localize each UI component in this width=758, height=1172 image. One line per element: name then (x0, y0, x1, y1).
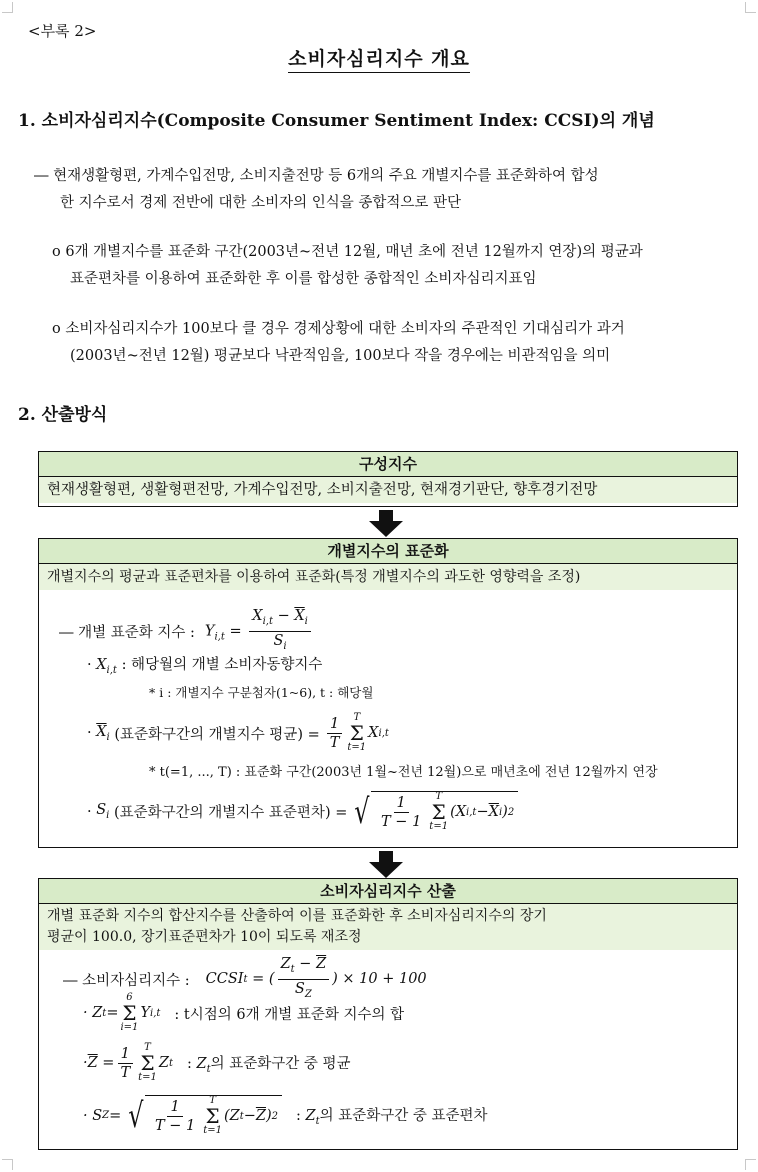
z-row: · Z t = 6 Σ i=1 Y i,t : t시점의 6개 개별 표준화 지수의 합 (83, 992, 405, 1033)
bullet1-line-2: 표준편차를 이용하여 표준화한 후 이를 합성한 종합적인 소비자심리지표임 (70, 271, 537, 287)
index-formula-row (59, 607, 314, 656)
formula-y: $Y_{i,t}$ = $\frac{X_{i,t} - \overline{X}_i}{S_i}$ (205, 607, 314, 656)
note-t: * t(=1, ..., T) : 표준화 구간(2003년 1월~전년 12월)으로 매년초에 전년 12월까지 연장 (149, 765, 658, 780)
corner-mark (745, 1159, 756, 1170)
zbar-desc: 의 표준화구간 중 평균 (210, 1055, 351, 1072)
box3-desc-line-1: 개별 표준화 지수의 합산지수를 산출하여 이를 표준화한 후 소비자심리지수의 장기 (47, 908, 547, 924)
z-desc: : t시점의 6개 개별 표준화 지수의 합 (174, 1006, 405, 1023)
page-title: 소비자심리지수 개요 (0, 44, 758, 71)
bullet2-line-1: o 소비자심리지수가 100보다 클 경우 경제상황에 대한 소비자의 주관적인 기대심리가 과거 (52, 321, 625, 337)
ccsi-formula-row: ― 소비자심리지수 : CCSI t = ( $\frac{Z_t - \overline{Z}}{S_Z}$ ) × 10 + 100 (63, 956, 427, 1000)
box1-content: 현재생활형편, 생활형편전망, 가계수입전망, 소비지출전망, 현재경기판단, 향후경기전망 (39, 477, 737, 503)
dash-line-1: ― 현재생활형편, 가계수입전망, 소비지출전망 등 6개의 주요 개별지수를 표준화하여 합성 (34, 168, 599, 184)
down-arrow-icon (369, 510, 403, 537)
mean-label: (표준화구간의 개별지수 평균) = (114, 726, 320, 743)
sz-desc: 의 표준화구간 중 표준편차 (319, 1108, 488, 1125)
corner-mark (2, 2, 13, 13)
index-label: ― 개별 표준화 지수 : (59, 624, 195, 641)
sd-label: (표준화구간의 개별지수 표준편차) = (113, 805, 348, 821)
box-standardization (38, 538, 738, 848)
appendix-label: <부록 2> (28, 22, 97, 40)
dash-line-2: 한 지수로서 경제 전반에 대한 소비자의 인식을 종합적으로 판단 (60, 195, 462, 211)
box2-title: 개별지수의 표준화 (39, 539, 737, 564)
box1-title: 구성지수 (39, 452, 737, 477)
ccsi-label: ― 소비자심리지수 : (63, 972, 190, 989)
x-desc: : 해당월의 개별 소비자동향지수 (121, 657, 323, 673)
bullet2-line-2: (2003년~전년 12월) 평균보다 낙관적임을, 100보다 작을 경우에는 비관적임을 의미 (70, 348, 611, 364)
corner-mark (745, 2, 756, 13)
zbar-row: · $\overline{Z}$ = $\frac{1}{T}$ T Σ t=1 Z t : $Z_t$의 표준화구간 중 평균 (83, 1042, 351, 1083)
down-arrow-icon (369, 851, 403, 878)
corner-mark (2, 1159, 13, 1170)
box3-title: 소비자심리지수 산출 (39, 879, 737, 904)
box3-desc (39, 904, 737, 950)
section1-heading: 1. 소비자심리지수(Composite Consumer Sentiment Index: CCSI)의 개념 (18, 111, 655, 131)
bullet1-line-1: o 6개 개별지수를 표준화 구간(2003년~전년 12월, 매년 초에 전년 12월까지 연장)의 평균과 (52, 244, 643, 260)
sz-row: · S Z = √ $\frac{1}{T - 1}$ T Σ t=1 (Z t − $\overline{Z}$ ) 2 : $Z_t$의 표준화구간 중 표준편차 (83, 1095, 488, 1136)
x-desc-row: · $X_{i,t}$ : 해당월의 개별 소비자동향지수 (87, 657, 323, 676)
box-components (38, 451, 738, 507)
section2-heading: 2. 산출방식 (18, 405, 108, 425)
box-ccsi-calculation (38, 878, 738, 1150)
box3-desc-line-2: 평균이 100.0, 장기표준편차가 10이 되도록 재조정 (47, 929, 362, 945)
box2-desc: 개별지수의 평균과 표준편차를 이용하여 표준화(특정 개별지수의 과도한 영향력을 조정) (39, 564, 737, 590)
mean-row: · $\overline{X}_i$ (표준화구간의 개별지수 평균) = $\frac{1}{T}$ T Σ t=1 X i,t (87, 712, 389, 753)
sd-row: · $S_i$ (표준화구간의 개별지수 표준편차) = √ $\frac{1}{T - 1}$ T Σ t=1 (X i,t − $\overline{X}$ i ) 2 (87, 791, 518, 832)
note-i: * i : 개별지수 구분첨자(1~6), t : 해당월 (149, 685, 374, 700)
